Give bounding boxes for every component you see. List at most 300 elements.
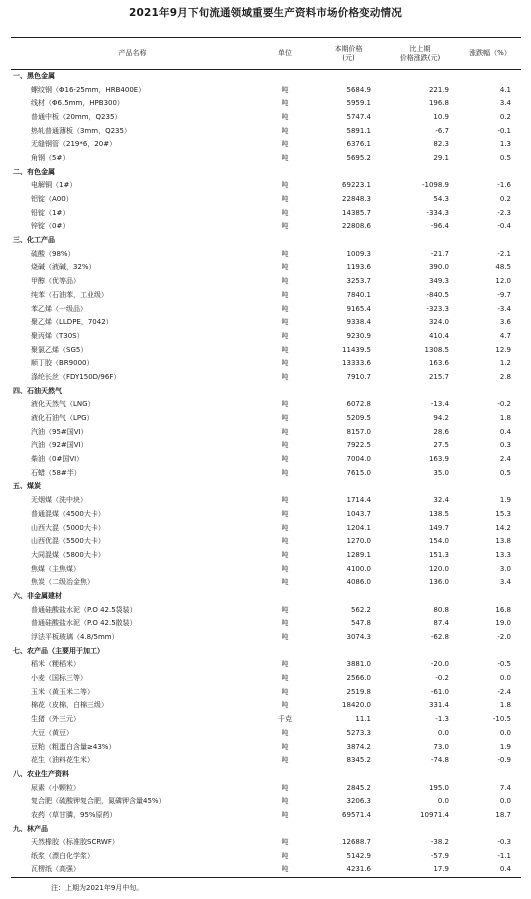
price-cell: 5142.9 bbox=[346, 852, 371, 861]
product-name: 柴油（0#国VI） bbox=[31, 455, 84, 464]
price-cell: 7004.0 bbox=[346, 455, 371, 464]
pct-cell: 0.4 bbox=[499, 427, 511, 436]
pct-cell: 0.5 bbox=[499, 468, 511, 477]
pct-cell: -0.5 bbox=[497, 660, 511, 669]
category-name: 四、石油天然气 bbox=[13, 386, 62, 395]
pct-cell: 18.7 bbox=[495, 810, 511, 819]
pct-cell: -0.1 bbox=[497, 126, 511, 135]
unit-cell: 吨 bbox=[281, 509, 289, 518]
pct-cell bbox=[459, 822, 521, 836]
product-name: 焦煤（主焦煤） bbox=[31, 564, 80, 573]
change-cell: -323.3 bbox=[426, 304, 449, 313]
unit-cell: 吨 bbox=[281, 687, 289, 696]
change-cell: -13.4 bbox=[430, 400, 449, 409]
change-cell: 138.5 bbox=[428, 509, 449, 518]
pct-cell: 13.3 bbox=[495, 550, 511, 559]
change-cell: 27.5 bbox=[433, 441, 449, 450]
product-name: 纯苯（石油苯，工业级） bbox=[31, 290, 108, 299]
page-title: 2021年9月下旬流通领域重要生产资料市场价格变动情况 bbox=[129, 7, 402, 19]
category-name: 一、黑色金属 bbox=[13, 72, 55, 81]
category-name: 八、农业生产资料 bbox=[13, 769, 69, 778]
change-cell: -20.0 bbox=[430, 660, 449, 669]
change-cell: 0.0 bbox=[437, 797, 449, 806]
pct-cell: -2.3 bbox=[497, 208, 511, 217]
table-row bbox=[11, 371, 521, 385]
product-name: 小麦（国标三等） bbox=[31, 674, 87, 683]
price-cell: 1193.6 bbox=[346, 263, 371, 272]
product-name: 农药（草甘膦，95%原药） bbox=[31, 810, 117, 819]
table-header-row bbox=[11, 38, 521, 70]
header-name: 产品名称 bbox=[11, 38, 254, 70]
pct-cell: 3.6 bbox=[499, 318, 511, 327]
product-name: 浮法平板玻璃（4.8/5mm） bbox=[31, 633, 119, 642]
price-cell: 4086.0 bbox=[346, 578, 371, 587]
pct-cell: -0.3 bbox=[497, 838, 511, 847]
product-name: 普通中板（20mm，Q235） bbox=[31, 112, 122, 121]
table-row bbox=[11, 754, 521, 768]
footnote: 注：上期为2021年9月中旬。 bbox=[51, 884, 144, 892]
pct-cell: -1.1 bbox=[497, 852, 511, 861]
unit-cell: 吨 bbox=[281, 99, 289, 108]
unit-cell: 吨 bbox=[281, 290, 289, 299]
price-cell: 7910.7 bbox=[346, 372, 371, 381]
price-cell: 69223.1 bbox=[342, 181, 371, 190]
product-name: 无烟煤（洗中块） bbox=[31, 496, 87, 505]
category-name: 三、化工产品 bbox=[13, 236, 55, 245]
product-name: 石蜡（58#半） bbox=[31, 468, 81, 477]
table-row bbox=[11, 261, 521, 275]
price-cell: 3253.7 bbox=[346, 277, 371, 286]
unit-cell: 吨 bbox=[281, 523, 289, 532]
category-row bbox=[11, 384, 521, 398]
table-row bbox=[11, 83, 521, 97]
table-row bbox=[11, 275, 521, 289]
table-row bbox=[11, 781, 521, 795]
pct-cell: -2.4 bbox=[497, 687, 511, 696]
pct-cell: 0.2 bbox=[499, 112, 511, 121]
table-row bbox=[11, 343, 521, 357]
header-pct: 涨跌幅（%） bbox=[459, 38, 521, 70]
pct-cell: 2.8 bbox=[499, 372, 511, 381]
change-cell bbox=[381, 70, 459, 84]
price-cell bbox=[316, 590, 381, 604]
unit-cell: 吨 bbox=[254, 863, 316, 877]
product-name: 苯乙烯（一级品） bbox=[31, 304, 87, 313]
unit-cell: 吨 bbox=[281, 318, 289, 327]
product-name: 锌锭（0#） bbox=[31, 222, 70, 231]
change-cell bbox=[381, 165, 459, 179]
unit-cell: 吨 bbox=[281, 537, 289, 546]
pct-cell: 19.0 bbox=[495, 619, 511, 628]
price-cell: 11.1 bbox=[355, 715, 371, 724]
table-row bbox=[11, 658, 521, 672]
pct-cell: 48.5 bbox=[495, 263, 511, 272]
product-name: 尿素（小颗粒） bbox=[31, 783, 80, 792]
pct-cell: 7.4 bbox=[499, 783, 511, 792]
pct-cell bbox=[459, 768, 521, 782]
product-name: 螺纹钢（Φ16-25mm，HRB400E） bbox=[31, 85, 146, 94]
product-name: 液化石油气（LPG） bbox=[31, 414, 94, 423]
price-cell: 1289.1 bbox=[346, 550, 371, 559]
unit-cell bbox=[254, 384, 316, 398]
product-name: 汽油（95#国VI） bbox=[31, 427, 88, 436]
table-row bbox=[11, 836, 521, 850]
table-row bbox=[11, 357, 521, 371]
price-cell: 5891.1 bbox=[346, 126, 371, 135]
change-cell: -61.0 bbox=[430, 687, 449, 696]
pct-cell: 0.5 bbox=[499, 153, 511, 162]
change-cell: 215.7 bbox=[428, 372, 449, 381]
header-price: 本期价格 (元) bbox=[316, 38, 381, 70]
table-row bbox=[11, 521, 521, 535]
pct-cell: -9.7 bbox=[497, 290, 511, 299]
change-cell: 80.8 bbox=[433, 605, 449, 614]
category-name: 六、非金属建材 bbox=[13, 591, 62, 600]
pct-cell bbox=[459, 644, 521, 658]
product-name: 大同混煤（5800大卡） bbox=[31, 550, 105, 559]
pct-cell: -10.5 bbox=[492, 715, 511, 724]
change-cell: 32.4 bbox=[433, 496, 449, 505]
price-cell: 14385.7 bbox=[342, 208, 371, 217]
category-row bbox=[11, 70, 521, 84]
change-cell bbox=[381, 768, 459, 782]
category-row bbox=[11, 234, 521, 248]
unit-cell: 吨 bbox=[281, 496, 289, 505]
price-cell: 7922.5 bbox=[346, 441, 371, 450]
pct-cell bbox=[459, 384, 521, 398]
price-cell: 3074.3 bbox=[346, 633, 371, 642]
unit-cell: 吨 bbox=[281, 400, 289, 409]
price-cell: 7615.0 bbox=[346, 468, 371, 477]
pct-cell: 1.9 bbox=[499, 496, 511, 505]
product-name: 普通混煤（4500大卡） bbox=[31, 509, 105, 518]
unit-cell: 吨 bbox=[281, 427, 289, 436]
change-cell: -0.2 bbox=[435, 674, 449, 683]
price-cell bbox=[316, 384, 381, 398]
table-row bbox=[11, 617, 521, 631]
price-cell: 1009.3 bbox=[346, 249, 371, 258]
change-cell: -21.7 bbox=[430, 249, 449, 258]
unit-cell: 吨 bbox=[281, 331, 289, 340]
unit-cell: 吨 bbox=[281, 222, 289, 231]
unit-cell: 吨 bbox=[281, 756, 289, 765]
change-cell bbox=[381, 384, 459, 398]
table-row bbox=[11, 138, 521, 152]
price-cell: 2566.0 bbox=[346, 674, 371, 683]
unit-cell: 吨 bbox=[281, 304, 289, 313]
table-row bbox=[11, 603, 521, 617]
unit-cell: 吨 bbox=[281, 564, 289, 573]
product-name: 棉花（皮棉，白棉三级） bbox=[31, 701, 108, 710]
unit-cell: 吨 bbox=[281, 153, 289, 162]
pct-cell: 12.9 bbox=[495, 345, 511, 354]
pct-cell: 0.2 bbox=[499, 195, 511, 204]
table-row bbox=[11, 494, 521, 508]
unit-cell bbox=[254, 70, 316, 84]
unit-cell: 吨 bbox=[281, 674, 289, 683]
product-name: 热轧普通薄板（3mm，Q235） bbox=[31, 126, 131, 135]
product-name: 生猪（外三元） bbox=[31, 715, 80, 724]
change-cell: 17.9 bbox=[381, 863, 459, 877]
product-name: 电解铜（1#） bbox=[31, 181, 77, 190]
change-cell bbox=[381, 644, 459, 658]
change-cell bbox=[381, 822, 459, 836]
pct-cell bbox=[459, 234, 521, 248]
unit-cell bbox=[254, 644, 316, 658]
change-cell: 390.0 bbox=[428, 263, 449, 272]
unit-cell: 吨 bbox=[281, 701, 289, 710]
unit-cell: 吨 bbox=[281, 728, 289, 737]
price-cell: 5959.1 bbox=[346, 99, 371, 108]
unit-cell: 吨 bbox=[281, 605, 289, 614]
pct-cell: 1.3 bbox=[499, 140, 511, 149]
product-name: 普通硅酸盐水泥（P.O 42.5散装） bbox=[31, 619, 137, 628]
unit-cell: 吨 bbox=[281, 277, 289, 286]
table-row bbox=[11, 97, 521, 111]
price-cell bbox=[316, 822, 381, 836]
change-cell: -62.8 bbox=[430, 633, 449, 642]
product-name: 烧碱（液碱，32%） bbox=[31, 263, 96, 272]
table-row bbox=[11, 535, 521, 549]
price-cell: 1043.7 bbox=[346, 509, 371, 518]
pct-cell bbox=[459, 590, 521, 604]
unit-cell: 吨 bbox=[281, 742, 289, 751]
change-cell: 10.9 bbox=[433, 112, 449, 121]
product-name: 山西优混（5500大卡） bbox=[31, 537, 105, 546]
category-name: 二、有色金属 bbox=[13, 167, 55, 176]
price-cell: 11439.5 bbox=[342, 345, 371, 354]
change-cell: -334.3 bbox=[426, 208, 449, 217]
pct-cell: 13.8 bbox=[495, 537, 511, 546]
change-cell: 221.9 bbox=[428, 85, 449, 94]
product-name: 涤纶长丝（FDY150D/96F） bbox=[31, 372, 121, 381]
unit-cell: 吨 bbox=[281, 783, 289, 792]
product-name: 焦炭（二级冶金焦） bbox=[31, 578, 94, 587]
change-cell: -1098.9 bbox=[421, 181, 449, 190]
product-name: 角钢（5#） bbox=[31, 153, 70, 162]
header-unit: 单位 bbox=[254, 38, 316, 70]
product-name: 无缝钢管（219*6，20#） bbox=[31, 140, 117, 149]
unit-cell: 吨 bbox=[281, 359, 289, 368]
table-row bbox=[11, 439, 521, 453]
table-row bbox=[11, 713, 521, 727]
table-row bbox=[11, 111, 521, 125]
change-cell: 82.3 bbox=[433, 140, 449, 149]
table-row bbox=[11, 685, 521, 699]
price-cell: 5695.2 bbox=[346, 153, 371, 162]
pct-cell: -3.4 bbox=[497, 304, 511, 313]
change-cell: 324.0 bbox=[428, 318, 449, 327]
table-row bbox=[11, 316, 521, 330]
table-row bbox=[11, 795, 521, 809]
table-row bbox=[11, 672, 521, 686]
table-row bbox=[11, 727, 521, 741]
pct-cell: -1.6 bbox=[497, 181, 511, 190]
price-cell bbox=[316, 165, 381, 179]
change-cell: 410.4 bbox=[428, 331, 449, 340]
price-table bbox=[11, 37, 521, 878]
table-row bbox=[11, 124, 521, 138]
change-cell: 136.0 bbox=[428, 578, 449, 587]
price-cell: 22808.6 bbox=[342, 222, 371, 231]
unit-cell: 千克 bbox=[278, 715, 292, 724]
unit-cell: 吨 bbox=[281, 140, 289, 149]
table-row bbox=[11, 220, 521, 234]
change-cell: 349.3 bbox=[428, 277, 449, 286]
price-cell: 2845.2 bbox=[346, 783, 371, 792]
unit-cell: 吨 bbox=[281, 249, 289, 258]
price-cell: 3881.0 bbox=[346, 660, 371, 669]
price-cell: 1714.4 bbox=[346, 496, 371, 505]
pct-cell: 14.2 bbox=[495, 523, 511, 532]
pct-cell: 1.2 bbox=[499, 359, 511, 368]
product-name: 铝锭（A00） bbox=[31, 195, 73, 204]
table-row bbox=[11, 466, 521, 480]
change-cell: -1.3 bbox=[435, 715, 449, 724]
change-cell bbox=[381, 590, 459, 604]
table-row bbox=[11, 740, 521, 754]
pct-cell: -0.2 bbox=[497, 400, 511, 409]
product-name: 山西大混（5000大卡） bbox=[31, 523, 105, 532]
table-row bbox=[11, 330, 521, 344]
product-name: 普通硅酸盐水泥（P.O 42.5袋装） bbox=[31, 605, 137, 614]
change-cell: -74.8 bbox=[430, 756, 449, 765]
pct-cell: 15.3 bbox=[495, 509, 511, 518]
price-cell: 5747.4 bbox=[346, 112, 371, 121]
change-cell: 35.0 bbox=[433, 468, 449, 477]
change-cell: 54.3 bbox=[433, 195, 449, 204]
product-name: 玉米（黄玉米二等） bbox=[31, 687, 94, 696]
unit-cell: 吨 bbox=[281, 797, 289, 806]
table-row bbox=[11, 302, 521, 316]
product-name: 聚氯乙烯（SG5） bbox=[31, 345, 88, 354]
pct-cell: -2.0 bbox=[497, 633, 511, 642]
unit-cell: 吨 bbox=[281, 455, 289, 464]
unit-cell: 吨 bbox=[281, 838, 289, 847]
pct-cell: -0.9 bbox=[497, 756, 511, 765]
product-name: 豆粕（粗蛋白含量≥43%） bbox=[31, 742, 116, 751]
price-cell: 2519.8 bbox=[346, 687, 371, 696]
price-cell: 12688.7 bbox=[342, 838, 371, 847]
price-cell bbox=[316, 70, 381, 84]
unit-cell: 吨 bbox=[281, 263, 289, 272]
product-name: 聚丙烯（T30S） bbox=[31, 331, 84, 340]
price-cell: 7840.1 bbox=[346, 290, 371, 299]
pct-cell bbox=[459, 165, 521, 179]
table-row bbox=[11, 631, 521, 645]
change-cell bbox=[381, 234, 459, 248]
change-cell: 94.2 bbox=[433, 414, 449, 423]
price-cell: 547.8 bbox=[350, 619, 371, 628]
price-cell: 5684.9 bbox=[346, 85, 371, 94]
change-cell: 149.7 bbox=[428, 523, 449, 532]
pct-cell: 4.7 bbox=[499, 331, 511, 340]
product-name: 铅锭（1#） bbox=[31, 208, 70, 217]
category-name: 九、林产品 bbox=[13, 824, 48, 833]
category-row bbox=[11, 480, 521, 494]
unit-cell: 吨 bbox=[281, 85, 289, 94]
price-cell bbox=[316, 234, 381, 248]
table-row bbox=[11, 549, 521, 563]
table-row bbox=[11, 425, 521, 439]
table-row bbox=[11, 850, 521, 864]
category-row bbox=[11, 822, 521, 836]
pct-cell: -0.4 bbox=[497, 222, 511, 231]
price-cell: 9165.4 bbox=[346, 304, 371, 313]
change-cell: 120.0 bbox=[428, 564, 449, 573]
product-name: 硫酸（98%） bbox=[31, 249, 75, 258]
table-row bbox=[11, 247, 521, 261]
unit-cell bbox=[254, 480, 316, 494]
table-row bbox=[11, 179, 521, 193]
product-name: 汽油（92#国VI） bbox=[31, 441, 88, 450]
unit-cell: 吨 bbox=[281, 345, 289, 354]
table-body bbox=[11, 70, 521, 878]
product-name: 顺丁胶（BR9000） bbox=[31, 359, 94, 368]
pct-cell: 12.0 bbox=[495, 277, 511, 286]
table-row bbox=[11, 398, 521, 412]
change-cell: 28.6 bbox=[433, 427, 449, 436]
price-cell bbox=[316, 480, 381, 494]
change-cell: 331.4 bbox=[428, 701, 449, 710]
price-cell: 3206.3 bbox=[346, 797, 371, 806]
change-cell: -57.9 bbox=[430, 852, 449, 861]
product-name: 复合肥（硫酸钾复合肥，氮磷钾含量45%） bbox=[31, 797, 166, 806]
unit-cell: 吨 bbox=[281, 208, 289, 217]
unit-cell: 吨 bbox=[281, 810, 289, 819]
price-cell: 18420.0 bbox=[342, 701, 371, 710]
unit-cell bbox=[254, 822, 316, 836]
pct-cell: 3.4 bbox=[499, 578, 511, 587]
product-name: 天然橡胶（标准胶SCRWF） bbox=[31, 838, 119, 847]
change-cell: -840.5 bbox=[426, 290, 449, 299]
product-name: 花生（油料花生米） bbox=[31, 756, 94, 765]
category-name: 七、农产品（主要用于加工） bbox=[13, 646, 104, 655]
table-row bbox=[11, 863, 521, 877]
unit-cell: 吨 bbox=[281, 468, 289, 477]
unit-cell: 吨 bbox=[281, 112, 289, 121]
unit-cell: 吨 bbox=[281, 660, 289, 669]
unit-cell: 吨 bbox=[281, 372, 289, 381]
change-cell: -96.4 bbox=[430, 222, 449, 231]
product-name: 瓦楞纸（高强） bbox=[11, 863, 254, 877]
pct-cell: 16.8 bbox=[495, 605, 511, 614]
unit-cell: 吨 bbox=[281, 414, 289, 423]
price-cell: 1270.0 bbox=[346, 537, 371, 546]
product-name: 聚乙烯（LLDPE，7042） bbox=[31, 318, 113, 327]
unit-cell: 吨 bbox=[281, 633, 289, 642]
pct-cell: 4.1 bbox=[499, 85, 511, 94]
pct-cell: 0.3 bbox=[499, 441, 511, 450]
unit-cell: 吨 bbox=[281, 126, 289, 135]
table-row bbox=[11, 562, 521, 576]
price-cell: 5273.3 bbox=[346, 728, 371, 737]
change-cell: 10971.4 bbox=[420, 810, 449, 819]
pct-cell: 0.0 bbox=[499, 728, 511, 737]
table-row bbox=[11, 699, 521, 713]
price-cell: 9230.9 bbox=[346, 331, 371, 340]
unit-cell: 吨 bbox=[281, 195, 289, 204]
change-cell: 195.0 bbox=[428, 783, 449, 792]
category-row bbox=[11, 590, 521, 604]
price-cell: 562.2 bbox=[350, 605, 371, 614]
table-row bbox=[11, 453, 521, 467]
price-cell: 13333.6 bbox=[342, 359, 371, 368]
category-name: 五、煤炭 bbox=[13, 482, 41, 491]
change-cell: 163.6 bbox=[428, 359, 449, 368]
change-cell: 29.1 bbox=[433, 153, 449, 162]
price-cell: 8157.0 bbox=[346, 427, 371, 436]
